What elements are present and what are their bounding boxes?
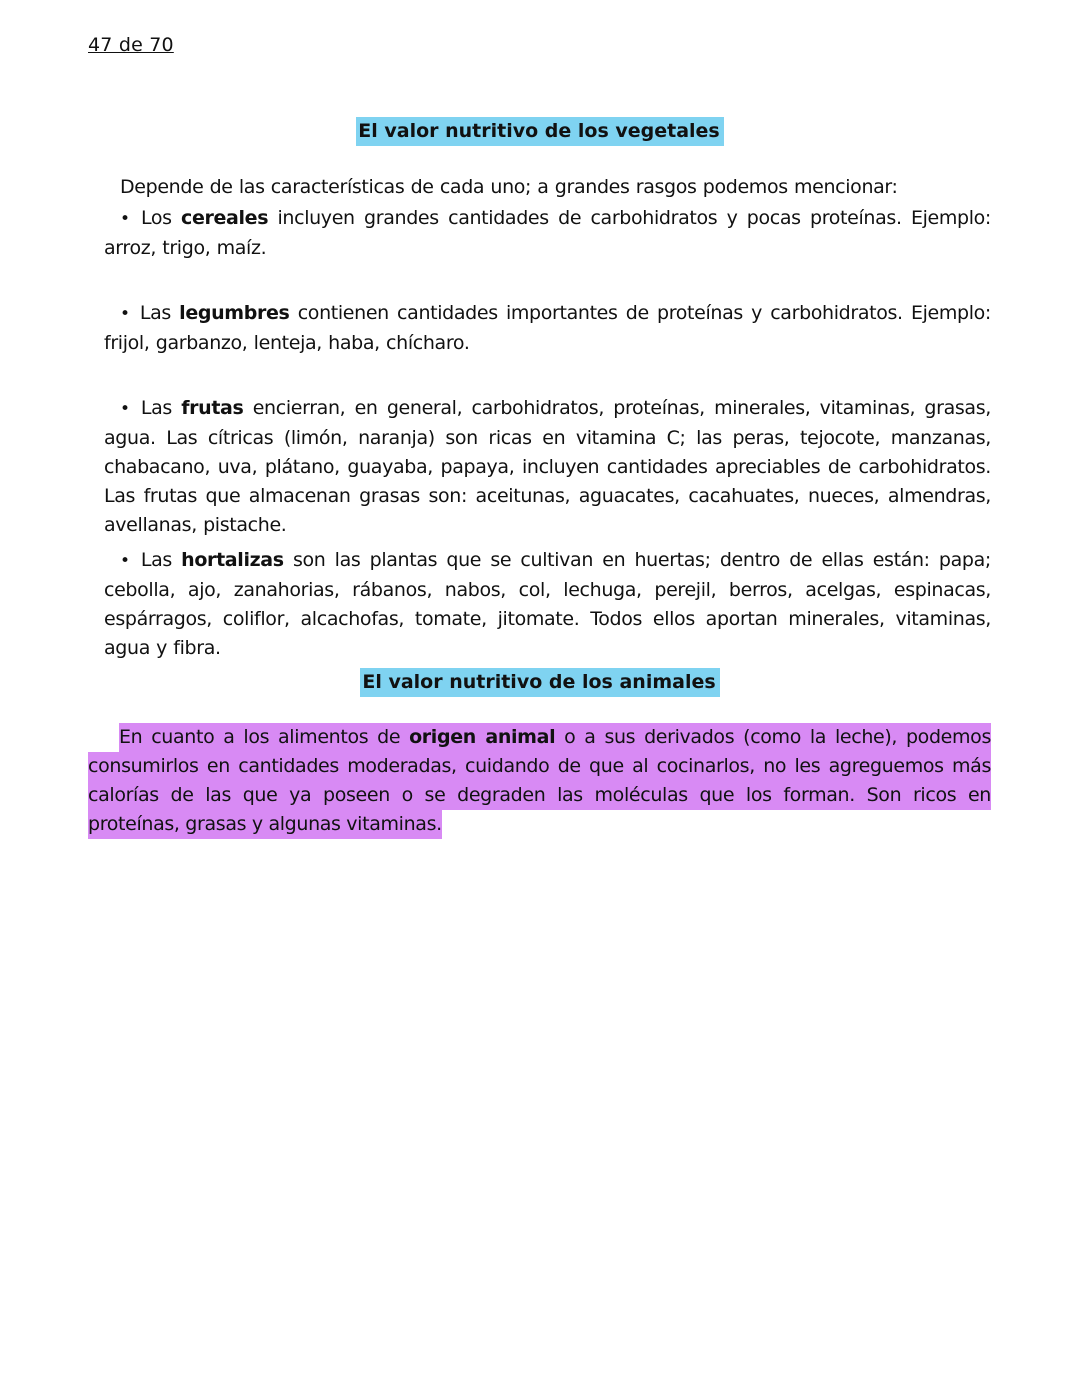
list-item-hortalizas	[104, 546, 991, 663]
hortalizas-text: son las plantas que se cultivan en huertas; dentro de ellas están: papa; cebolla, ajo, zanahorias, rábanos, nabos, col, lechuga, perejil, berros, acelgas, espinacas, espárragos, coliflor, alcachofas, tomate, jitomate. Todos ellos aportan minerales, vitaminas, agua y fibra.	[104, 549, 991, 659]
heading-animales	[0, 671, 1080, 693]
page-counter: 47 de 70	[88, 34, 174, 56]
list-item-frutas	[104, 394, 991, 540]
bullet-icon: •	[120, 551, 130, 571]
legumbres-term: legumbres	[179, 302, 290, 324]
frutas-text: encierran, en general, carbohidratos, proteínas, minerales, vitaminas, grasas, agua. Las cítricas (limón, naranja) son ricas en vitamina C; las peras, tejocote, manzanas, chabacano, uva, plátano, guayaba, papaya, incluyen cantidades apreciables de carbohidratos. Las frutas que almacenan grasas son: aceitunas, aguacates, cacahuates, nueces, almendras, avellanas, pistache.	[104, 397, 991, 536]
list-item-cereales	[104, 204, 991, 263]
bullet-icon: •	[120, 399, 130, 419]
cereales-term: cereales	[181, 207, 269, 229]
intro-paragraph: Depende de las características de cada uno; a grandes rasgos podemos mencionar:	[120, 176, 898, 198]
animal-term: origen animal	[409, 726, 556, 748]
heading-vegetales-text: El valor nutritivo de los vegetales	[356, 117, 724, 146]
frutas-pre: Las	[140, 397, 182, 419]
bullet-icon: •	[120, 209, 130, 229]
hortalizas-term: hortalizas	[181, 549, 284, 571]
heading-animales-text: El valor nutritivo de los animales	[360, 668, 719, 697]
hortalizas-pre: Las	[140, 549, 182, 571]
cereales-pre: Los	[141, 207, 182, 229]
animal-paragraph	[88, 723, 991, 839]
heading-vegetales	[0, 120, 1080, 142]
highlighted-text	[88, 723, 991, 839]
animal-pre: En cuanto a los alimentos de	[119, 726, 410, 748]
list-item-legumbres	[104, 299, 991, 358]
frutas-term: frutas	[181, 397, 244, 419]
cereales-text: incluyen grandes cantidades de carbohidratos y pocas proteínas. Ejemplo: arroz, trigo, maíz.	[104, 207, 991, 259]
legumbres-text: contienen cantidades importantes de proteínas y carbohidratos. Ejemplo: frijol, garbanzo, lenteja, haba, chícharo.	[104, 302, 991, 354]
legumbres-pre: Las	[139, 302, 180, 324]
animal-text: o a sus derivados (como la leche), podemos consumirlos en cantidades moderadas, cuidando de que al cocinarlos, no les agreguemos más calorías de las que ya poseen o se degraden las moléculas que los forman. Son ricos en proteínas, grasas y algunas vitaminas.	[88, 726, 991, 835]
bullet-icon: •	[120, 304, 130, 324]
